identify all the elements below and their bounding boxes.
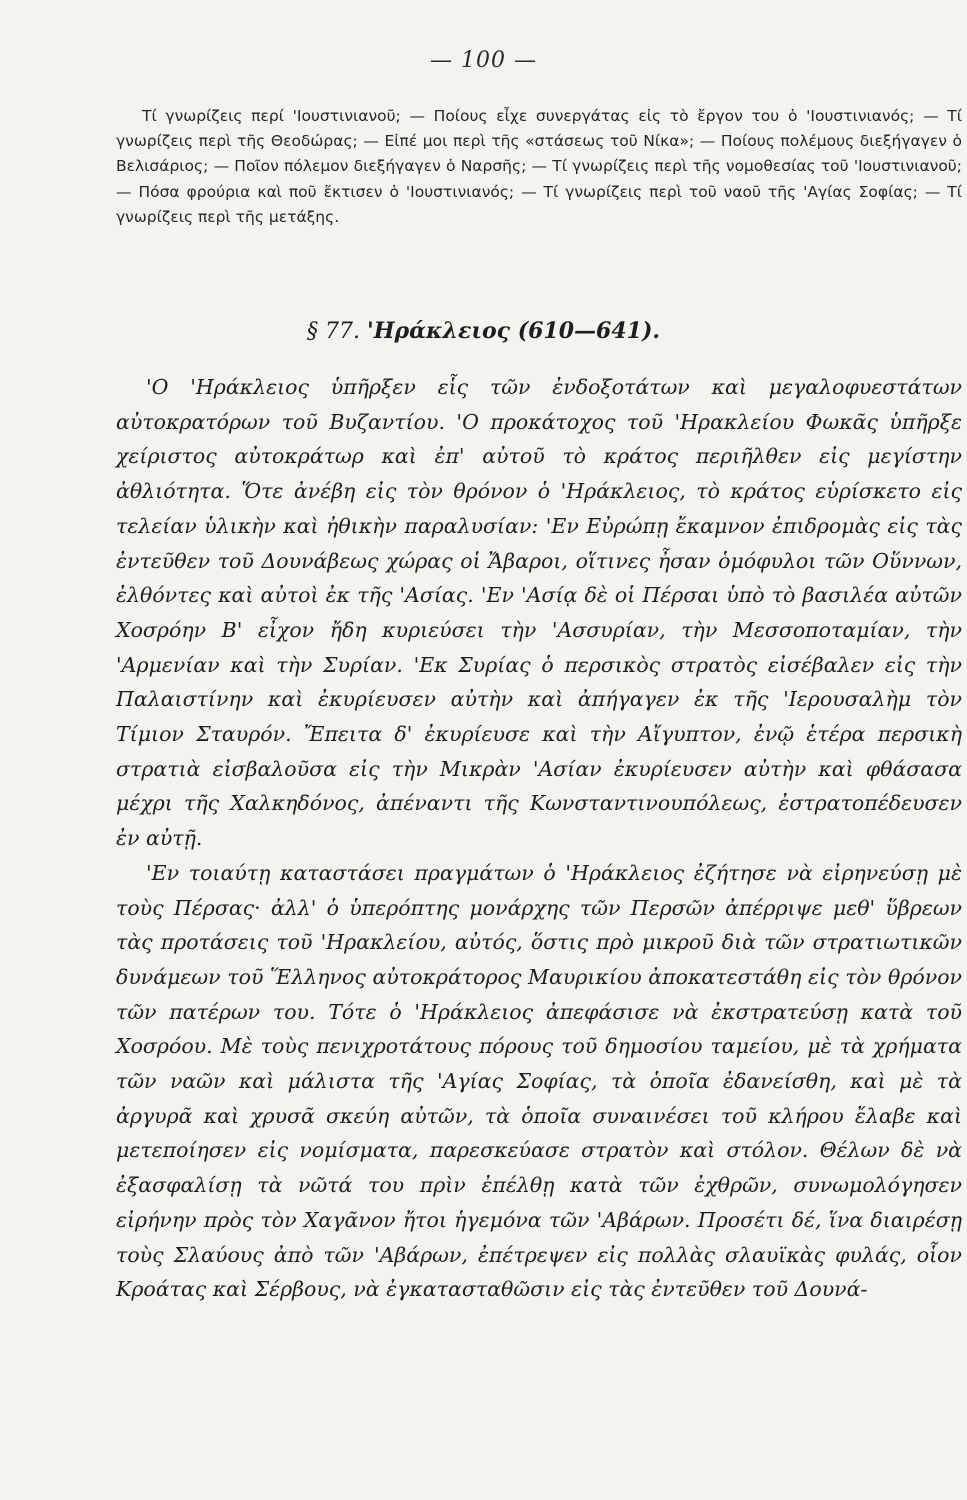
section-heading [0,318,967,344]
paragraph: 'Εν τοιαύτῃ καταστάσει πραγμάτων ὁ 'Ηράκλειος ἐζήτησε νὰ εἰρηνεύσῃ μὲ τοὺς Πέρσας· ἀλλ' ὁ ὑπερόπτης μονάρχης τῶν Περσῶν ἀπέρριψε μεθ' ὕβρεων τὰς προτάσεις τοῦ 'Ηρακλείου, αὐτός, ὅστις πρὸ μικροῦ διὰ τῶν στρατιωτικῶν δυνάμεων τοῦ Ἕλληνος αὐτοκράτορος Μαυρικίου ἀποκατεστάθη εἰς τὸν θρόνον τῶν πατέρων του. Τότε ὁ 'Ηράκλειος ἀπεφάσισε νὰ ἐκστρατεύσῃ κατὰ τοῦ Χοσρόου. Μὲ τοὺς πενιχροτάτους πόρους τοῦ δημοσίου ταμείου, μὲ τὰ χρήματα τῶν ναῶν καὶ μάλιστα τῆς 'Αγίας Σοφίας, τὰ ὁποῖα ἐδανείσθη, καὶ μὲ τὰ ἀργυρᾶ καὶ χρυσᾶ σκεύη αὐτῶν, τὰ ὁποῖα συναινέσει τοῦ κλήρου ἔλαβε καὶ μετεποίησεν εἰς νομίσματα, παρεσκεύασε στρατὸν καὶ στόλον. Θέλων δὲ νὰ ἐξασφαλίσῃ τὰ νῶτά του πρὶν ἐπέλθῃ κατὰ τῶν ἐχθρῶν, συνωμολόγησεν εἰρήνην πρὸς τὸν Χαγᾶνον ἤτοι ἡγεμόνα τῶν 'Αβάρων. Προσέτι δέ, ἵνα διαιρέσῃ τοὺς Σλαύους ἀπὸ τῶν 'Αβάρων, ἐπέτρεψεν εἰς πολλὰς σλαυϊκὰς φυλάς, οἷον Κροάτας καὶ Σέρβους, νὰ ἐγκατασταθῶσιν εἰς τὰς ἐντεῦθεν τοῦ Δουνά- [116,860,962,1302]
paragraph: 'Ο 'Ηράκλειος ὑπῆρξεν εἷς τῶν ἐνδοξοτάτων καὶ μεγαλοφυεστάτων αὐτοκρατόρων τοῦ Βυζαντίου. 'Ο προκάτοχος τοῦ 'Ηρακλείου Φωκᾶς ὑπῆρξε χείριστος αὐτοκράτωρ καὶ ἐπ' αὐτοῦ τὸ κράτος περιῆλθεν εἰς μεγίστην ἀθλιότητα. Ὅτε ἀνέβη εἰς τὸν θρόνον ὁ 'Ηράκλειος, τὸ κράτος εὑρίσκετο εἰς τελείαν ὑλικὴν καὶ ἠθικὴν παραλυσίαν: 'Εν Εὐρώπῃ ἔκαμνον ἐπιδρομὰς εἰς τὰς ἐντεῦθεν τοῦ Δουνάβεως χώρας οἱ Ἄβαροι, οἵτινες ἦσαν ὁμόφυλοι τῶν Οὕννων, ἐλθόντες καὶ αὐτοὶ ἐκ τῆς 'Ασίας. 'Εν 'Ασίᾳ δὲ οἱ Πέρσαι ὑπὸ τὸ βασιλέα αὐτῶν Χοσρόην Β' εἶχον ἤδη κυριεύσει τὴν 'Ασσυρίαν, τὴν Μεσσοποταμίαν, τὴν 'Αρμενίαν καὶ τὴν Συρίαν. 'Εκ Συρίας ὁ περσικὸς στρατὸς εἰσέβαλεν εἰς τὴν Παλαιστίνην καὶ ἐκυρίευσεν αὐτὴν καὶ ἀπήγαγεν ἐκ τῆς 'Ιερουσαλὴμ τὸν Τίμιον Σταυρόν. Ἔπειτα δ' ἐκυρίευσε καὶ τὴν Αἴγυπτον, ἐνῷ ἑτέρα περσικὴ στρατιὰ εἰσβαλοῦσα εἰς τὴν Μικρὰν 'Ασίαν ἐκυρίευσεν αὐτὴν καὶ φθάσασα μέχρι τῆς Χαλκηδόνος, ἀπέναντι τῆς Κωνσταντινουπόλεως, ἐστρατοπέδευσεν ἐν αὐτῇ. [116,375,962,851]
section-number: § 77. [306,319,360,344]
review-questions: Τί γνωρίζεις περί 'Ιουστινιανοῦ; — Ποίους εἶχε συνεργάτας εἰς τὸ ἔργον του ὁ 'Ιουστινιανός; — Τί γνωρίζεις περὶ τῆς Θεοδώρας; — Εἰπέ μοι περὶ τῆς «στάσεως τοῦ Νίκα»; — Ποίους πολέμους διεξήγαγεν ὁ Βελισάριος; — Ποῖον πόλεμον διεξήγαγεν ὁ Ναρσῆς; — Τί γνωρίζεις περὶ τῆς νομοθεσίας τοῦ 'Ιουστινιανοῦ; — Πόσα φρούρια καὶ ποῦ ἔκτισεν ὁ 'Ιουστινιανός; — Τί γνωρίζεις περὶ τοῦ ναοῦ τῆς 'Αγίας Σοφίας; — Τί γνωρίζεις περὶ τῆς μετάξης. [116,107,962,226]
page-number: — 100 — [430,48,537,73]
section-title: 'Ηράκλειος (610—641). [366,318,661,344]
body-text [116,370,962,1307]
